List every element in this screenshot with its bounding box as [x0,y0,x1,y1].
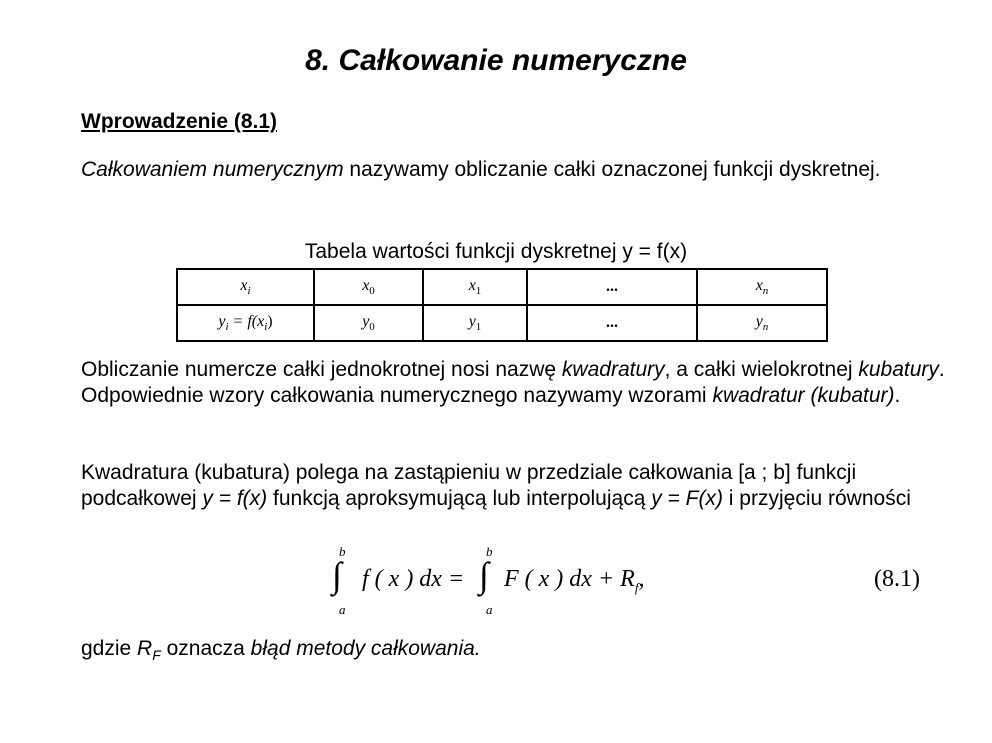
table-cell: $y_1$ [423,305,527,341]
table-caption: Tabela wartości funkcji dyskretnej y = f(x) [304,240,688,263]
lower-limit-left: a [339,602,346,617]
table-row-x [177,269,827,305]
intro-paragraph [81,157,951,183]
integral-sign-right: ∫ [479,555,489,595]
table-cell: $x_i$ [177,269,314,305]
error-paragraph: gdzie $R_F$ oznacza błąd metody całkowania. [81,637,481,664]
page-title: 8. Całkowanie numeryczne [305,44,687,77]
equation-number: (8.1) [874,566,920,592]
table-cell: $y_0$ [314,305,423,341]
upper-limit-right: b [486,544,493,559]
table-cell: ... [527,305,697,341]
table-row-y [177,305,827,341]
table-cell: $y_i = f(x_i)$ [177,305,314,341]
lower-limit-right: a [486,602,493,617]
integral-equation [330,544,770,616]
values-table [176,268,828,342]
table-cell: $x_1$ [423,269,527,305]
intro-term: Całkowaniem numerycznym [81,158,344,181]
rhs-expression: F ( x ) dx + $R_f$, [504,566,645,595]
table-cell: ... [527,269,697,305]
section-heading: Wprowadzenie (8.1) [81,110,278,133]
quadrature-paragraph: Obliczanie numercze całki jednokrotnej nosi nazwę kwadratury, a całki wielokrotnej kubatury. Odpowiednie wzory całkowania numerycznego nazywamy wzorami kwadratur (kubatur). [81,358,945,407]
intro-rest: nazywamy obliczanie całki oznaczonej funkcji dyskretnej. [343,158,881,181]
integral-sign-left: ∫ [332,555,342,595]
table-cell: $y_n$ [697,305,827,341]
table-cell: $x_n$ [697,269,827,305]
upper-limit-left: b [339,544,346,559]
lhs-expression: f ( x ) dx = [362,566,465,592]
method-paragraph: Kwadratura (kubatura) polega na zastąpieniu w przedziale całkowania [a ; b] funkcji podcałkowej y = f(x) funkcją aproksymującą lub interpolującą y = F(x) i przyjęciu równości [81,461,911,510]
table-cell: $x_0$ [314,269,423,305]
